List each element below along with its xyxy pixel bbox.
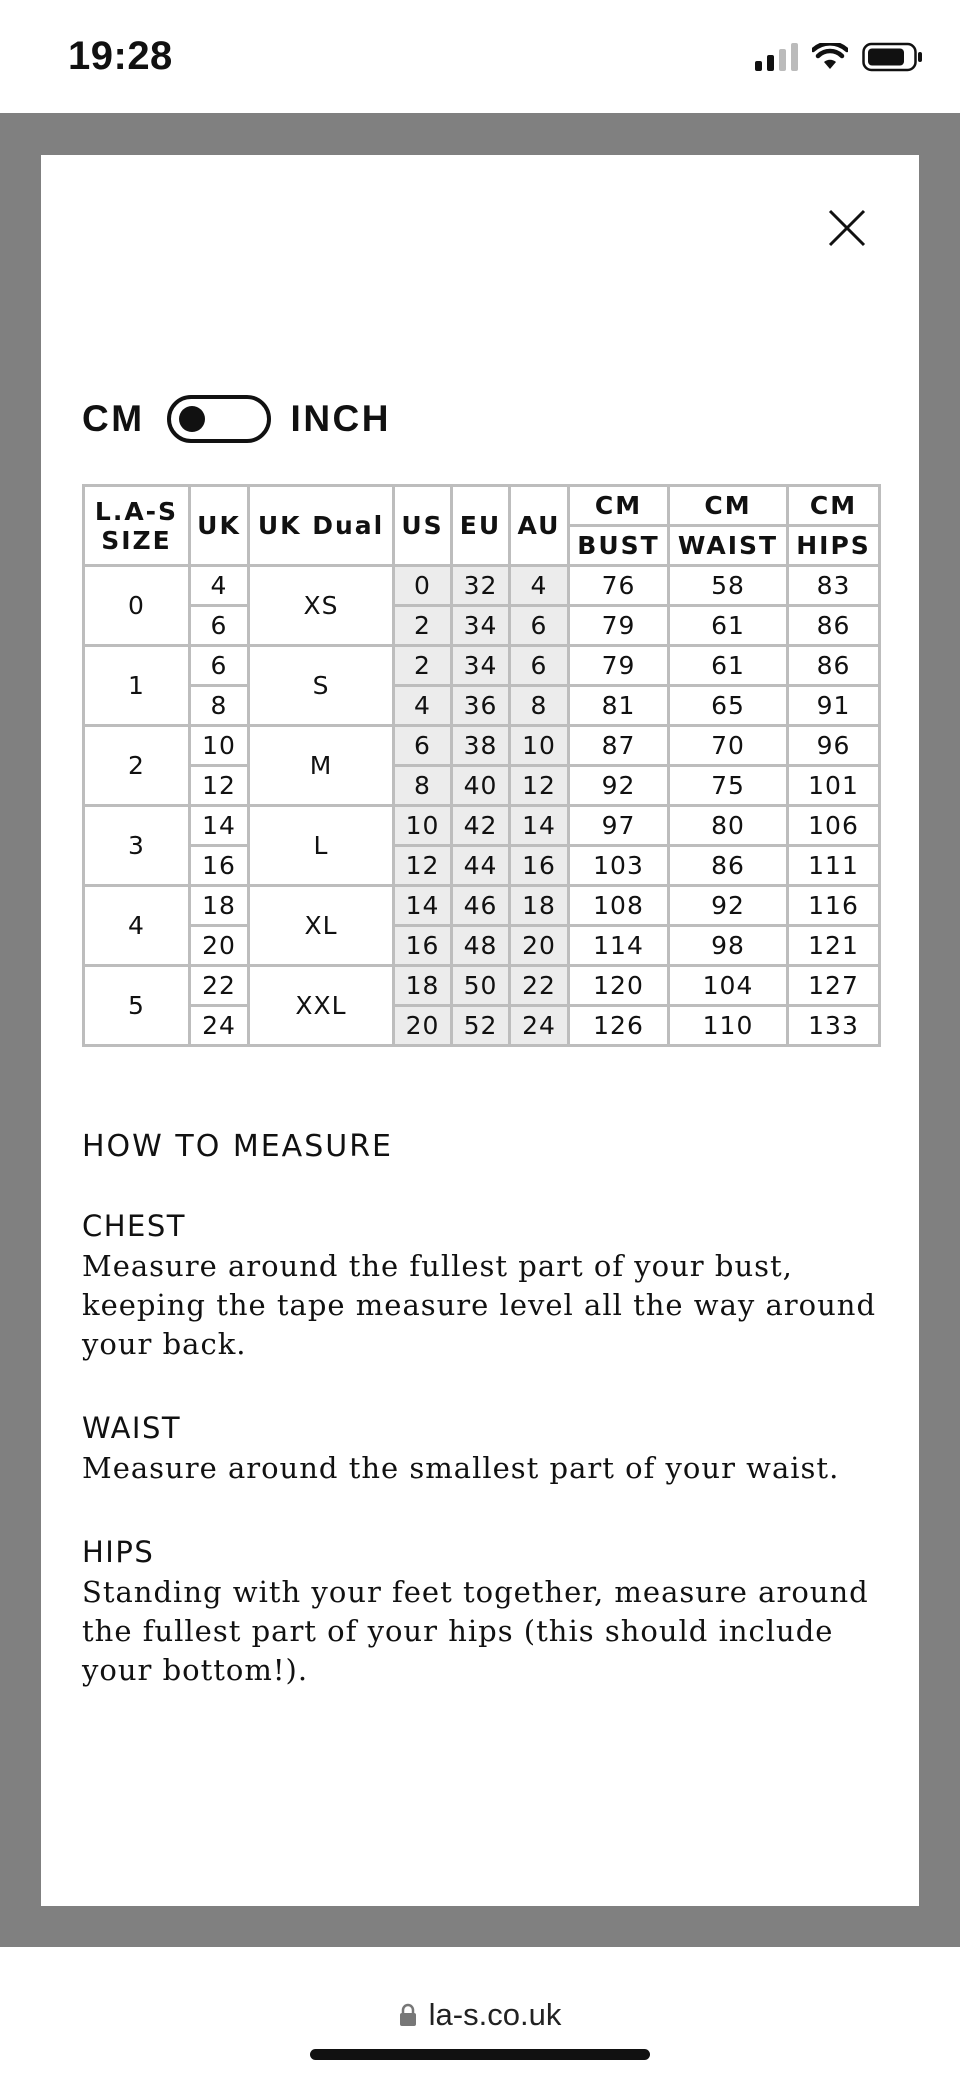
cell-waist: 104 (669, 966, 788, 1006)
waist-section (82, 1411, 882, 1488)
switch-knob (179, 406, 205, 432)
cell-waist: 70 (669, 726, 788, 766)
cell-hips: 121 (788, 926, 880, 966)
cell-au: 6 (510, 646, 569, 686)
table-row (84, 606, 880, 646)
header-cm-bust: CM (569, 486, 669, 526)
cell-hips: 127 (788, 966, 880, 1006)
size-table (82, 484, 881, 1047)
table-row (84, 966, 880, 1006)
browser-bottom-bar (0, 1947, 960, 2079)
cell-uk-dual: L (249, 806, 394, 886)
cell-las-size: 4 (84, 886, 190, 966)
cell-hips: 91 (788, 686, 880, 726)
cell-us: 4 (394, 686, 452, 726)
unit-switch[interactable] (167, 395, 271, 443)
cell-uk: 8 (190, 686, 249, 726)
table-row (84, 926, 880, 966)
cell-us: 12 (394, 846, 452, 886)
header-cm-waist: CM (669, 486, 788, 526)
hips-title: HIPS (82, 1535, 155, 1569)
status-bar (0, 0, 960, 113)
cell-eu: 46 (452, 886, 510, 926)
cell-bust: 79 (569, 646, 669, 686)
cell-eu: 32 (452, 566, 510, 606)
cell-uk-dual: XXL (249, 966, 394, 1046)
chest-section (82, 1209, 882, 1364)
lock-icon (399, 2003, 417, 2027)
cell-eu: 34 (452, 606, 510, 646)
cell-bust: 114 (569, 926, 669, 966)
cell-waist: 98 (669, 926, 788, 966)
cell-waist: 92 (669, 886, 788, 926)
how-to-measure-heading: HOW TO MEASURE (82, 1129, 394, 1164)
chest-text: Measure around the fullest part of your bust, keeping the tape measure level all the way around your back. (82, 1249, 877, 1361)
cell-au: 16 (510, 846, 569, 886)
cell-eu: 48 (452, 926, 510, 966)
cell-las-size: 1 (84, 646, 190, 726)
header-au: AU (510, 486, 569, 566)
table-row (84, 566, 880, 606)
table-row (84, 766, 880, 806)
cell-au: 4 (510, 566, 569, 606)
cell-hips: 83 (788, 566, 880, 606)
cell-waist: 61 (669, 646, 788, 686)
header-uk: UK (190, 486, 249, 566)
how-to-measure-section (82, 1129, 882, 1164)
cell-eu: 44 (452, 846, 510, 886)
cell-hips: 116 (788, 886, 880, 926)
home-indicator[interactable] (310, 2049, 650, 2060)
cell-eu: 42 (452, 806, 510, 846)
cell-hips: 106 (788, 806, 880, 846)
cell-waist: 61 (669, 606, 788, 646)
cell-bust: 126 (569, 1006, 669, 1046)
cell-uk-dual: S (249, 646, 394, 726)
cell-uk: 20 (190, 926, 249, 966)
cell-us: 14 (394, 886, 452, 926)
close-icon[interactable] (824, 205, 870, 251)
cell-eu: 36 (452, 686, 510, 726)
cell-bust: 103 (569, 846, 669, 886)
cell-au: 8 (510, 686, 569, 726)
cell-hips: 86 (788, 606, 880, 646)
cell-eu: 34 (452, 646, 510, 686)
status-time: 19:28 (68, 34, 173, 78)
table-row (84, 646, 880, 686)
table-row (84, 846, 880, 886)
table-row (84, 726, 880, 766)
cell-waist: 58 (669, 566, 788, 606)
cell-las-size: 0 (84, 566, 190, 646)
cell-au: 10 (510, 726, 569, 766)
cell-uk: 22 (190, 966, 249, 1006)
cell-uk: 6 (190, 646, 249, 686)
hips-section (82, 1535, 882, 1690)
cell-us: 8 (394, 766, 452, 806)
signal-icon (755, 43, 798, 71)
cell-waist: 110 (669, 1006, 788, 1046)
cell-us: 0 (394, 566, 452, 606)
cell-us: 16 (394, 926, 452, 966)
size-table-body (84, 566, 880, 1046)
cell-au: 20 (510, 926, 569, 966)
unit-label-cm[interactable]: CM (82, 398, 145, 439)
unit-label-inch[interactable]: INCH (290, 398, 391, 439)
cell-au: 22 (510, 966, 569, 1006)
cell-uk-dual: XS (249, 566, 394, 646)
cell-uk: 12 (190, 766, 249, 806)
header-us: US (394, 486, 452, 566)
cell-bust: 120 (569, 966, 669, 1006)
waist-title: WAIST (82, 1411, 182, 1445)
cell-bust: 76 (569, 566, 669, 606)
cell-au: 18 (510, 886, 569, 926)
cell-bust: 79 (569, 606, 669, 646)
cell-bust: 97 (569, 806, 669, 846)
cell-eu: 52 (452, 1006, 510, 1046)
cell-eu: 50 (452, 966, 510, 1006)
waist-text: Measure around the smallest part of your waist. (82, 1451, 840, 1485)
size-guide-modal (41, 155, 919, 1906)
cell-uk: 18 (190, 886, 249, 926)
status-icons (755, 42, 924, 72)
header-bust: BUST (569, 526, 669, 566)
cell-eu: 38 (452, 726, 510, 766)
wifi-icon (812, 43, 848, 71)
url-bar[interactable] (0, 1997, 960, 2033)
cell-au: 24 (510, 1006, 569, 1046)
table-row (84, 1006, 880, 1046)
chest-title: CHEST (82, 1209, 187, 1243)
cell-us: 20 (394, 1006, 452, 1046)
battery-icon (862, 42, 924, 72)
table-row (84, 686, 880, 726)
cell-uk: 16 (190, 846, 249, 886)
header-hips: HIPS (788, 526, 880, 566)
cell-au: 14 (510, 806, 569, 846)
cell-uk-dual: XL (249, 886, 394, 966)
cell-bust: 87 (569, 726, 669, 766)
cell-us: 10 (394, 806, 452, 846)
table-row (84, 806, 880, 846)
cell-hips: 86 (788, 646, 880, 686)
unit-toggle (82, 395, 391, 443)
cell-las-size: 2 (84, 726, 190, 806)
cell-uk-dual: M (249, 726, 394, 806)
cell-uk: 6 (190, 606, 249, 646)
cell-us: 18 (394, 966, 452, 1006)
header-eu: EU (452, 486, 510, 566)
cell-uk: 10 (190, 726, 249, 766)
header-cm-hips: CM (788, 486, 880, 526)
cell-us: 2 (394, 646, 452, 686)
cell-hips: 133 (788, 1006, 880, 1046)
cell-bust: 81 (569, 686, 669, 726)
cell-las-size: 5 (84, 966, 190, 1046)
cell-uk: 14 (190, 806, 249, 846)
cell-hips: 96 (788, 726, 880, 766)
cell-waist: 65 (669, 686, 788, 726)
cell-bust: 92 (569, 766, 669, 806)
header-waist: WAIST (669, 526, 788, 566)
cell-eu: 40 (452, 766, 510, 806)
cell-au: 12 (510, 766, 569, 806)
table-row (84, 886, 880, 926)
cell-waist: 86 (669, 846, 788, 886)
cell-au: 6 (510, 606, 569, 646)
cell-uk: 24 (190, 1006, 249, 1046)
cell-bust: 108 (569, 886, 669, 926)
url-text: la-s.co.uk (428, 1997, 562, 2032)
cell-las-size: 3 (84, 806, 190, 886)
header-las-size: L.A-S SIZE (84, 486, 190, 566)
cell-waist: 80 (669, 806, 788, 846)
cell-hips: 101 (788, 766, 880, 806)
hips-text: Standing with your feet together, measure around the fullest part of your hips (this should include your bottom!). (82, 1575, 869, 1687)
cell-hips: 111 (788, 846, 880, 886)
cell-us: 6 (394, 726, 452, 766)
cell-uk: 4 (190, 566, 249, 606)
cell-us: 2 (394, 606, 452, 646)
cell-waist: 75 (669, 766, 788, 806)
header-uk-dual: UK Dual (249, 486, 394, 566)
